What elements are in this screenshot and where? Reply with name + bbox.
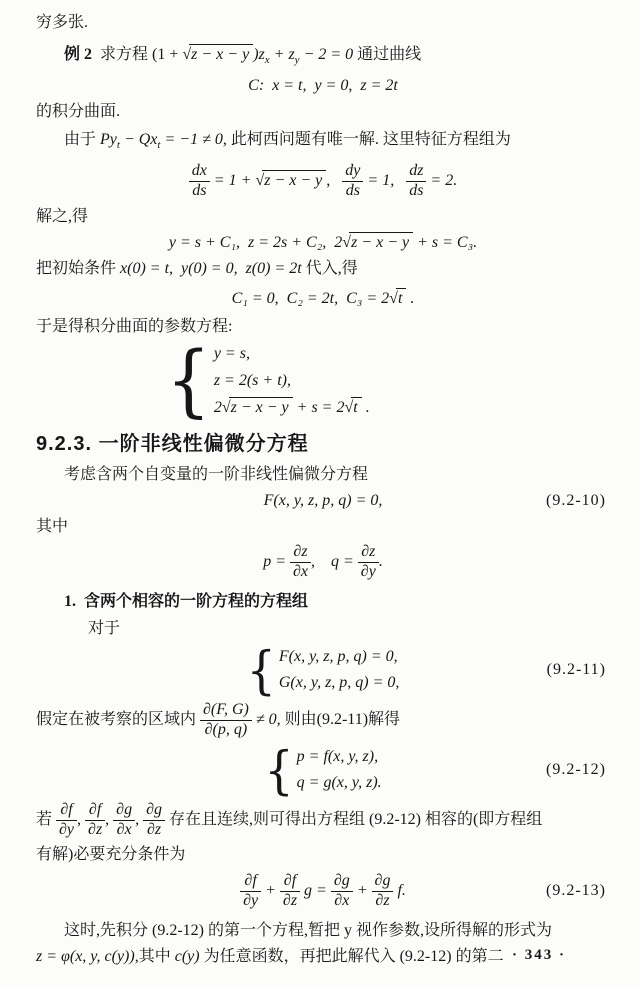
equation-9-2-13 [36, 868, 610, 914]
init-post: 代入,得 [301, 260, 358, 278]
section-title: 9.2.3. 一阶非线性偏微分方程 [36, 433, 309, 456]
sqrt-radicand: t [351, 397, 361, 416]
equation-term: . [406, 290, 415, 308]
example-post-text: 通过曲线 [353, 46, 422, 63]
solve-lead-text: 解之,得 [36, 208, 89, 226]
jacobian-assumption [36, 698, 610, 742]
equation-term: ≠ 0, [251, 711, 281, 729]
fraction-dg-dz: $\frac{\partial g}{\partial z}$ [372, 873, 394, 910]
consider-sentence [36, 462, 610, 488]
subscript-x: x [264, 54, 270, 67]
fraction-df-dz: $\frac{\partial f}{\partial z}$ [280, 873, 300, 910]
pq-definitions [36, 540, 610, 584]
equation-term: q = [331, 553, 358, 571]
comma-separator: , [135, 811, 144, 829]
surface-text: 的积分曲面. [36, 103, 121, 121]
system-group [246, 639, 400, 700]
parametric-lead-text: 于是得积分曲面的参数方程: [36, 318, 233, 336]
system-line-2: q = g(x, y, z). [296, 774, 382, 792]
comma-separator: , [77, 811, 86, 829]
system-lines [214, 340, 370, 421]
sqrt-symbol: √ [221, 399, 231, 417]
initial-conditions [36, 256, 610, 282]
system-group [166, 334, 370, 427]
sqrt-symbol: √ [389, 290, 398, 308]
page-number-text: · 343 · [511, 947, 566, 963]
curve-equation: C: x = t, y = 0, z = 2t [248, 77, 398, 95]
equation-tag: (9.2-13) [546, 882, 606, 900]
cauchy-post: 此柯西问题有唯一解. 这里特征方程组为 [226, 131, 511, 149]
equation-term: = 1, [363, 172, 407, 190]
characteristic-equations [36, 158, 610, 204]
system-line-1: y = s, [213, 345, 250, 363]
fraction-dg-dx: $\frac{\partial g}{\partial x}$ [331, 873, 353, 910]
equation-term: g = [300, 882, 331, 900]
equation-term: . [361, 399, 370, 417]
closing-text-3: 为任意函数，再把此解代入 (9.2-12) 的第二 [199, 948, 504, 966]
fraction-dx-ds: $\frac{dx}{ds}$ [189, 163, 210, 200]
equation-term: z = φ(x, y, c(y)), [36, 948, 139, 966]
if-post: 存在且连续,则可得出方程组 (9.2-12) 相容的(即方程组 [164, 811, 543, 829]
equation-term: = 1 + [209, 172, 256, 190]
for-line [36, 616, 610, 642]
equation-term: + [261, 882, 280, 900]
sqrt-radicand: z − x − y [229, 397, 293, 416]
if-pre: 若 [36, 811, 57, 829]
closing-text-1: 这时,先积分 (9.2-12) 的第一个方程,暂把 y 视作参数,设所得解的形式为 [64, 922, 552, 940]
equation-term: p = [263, 553, 290, 571]
curve-definition [36, 73, 610, 99]
system-line-3 [214, 394, 370, 421]
sqrt-expression [182, 46, 253, 63]
continuation-label: 穷多张. [36, 14, 89, 31]
sqrt-radicand: z − x − y [349, 232, 413, 251]
fraction-dy-ds: $\frac{dy}{ds}$ [342, 163, 363, 200]
cauchy-pre: 由于 [64, 131, 101, 149]
fraction-dz-ds: $\frac{dz}{ds}$ [406, 163, 426, 200]
equation-term: x(0) = t, y(0) = 0, z(0) = 2t [120, 260, 302, 278]
section-header [36, 430, 610, 458]
fraction-jacobian: $\frac{\partial(F, G)}{\partial(p, q)}$ [200, 702, 252, 739]
closing-text-2: 其中 [138, 948, 175, 966]
example-pre-text: 求方程 (1 + [100, 46, 183, 63]
equation-term: + z [269, 46, 295, 63]
sqrt-expression [342, 234, 413, 251]
system-group [264, 739, 382, 800]
condition-continuation-text: 有解)必要充分条件为 [36, 846, 186, 864]
equation-term: − Qx [119, 131, 158, 149]
example-2-heading [36, 42, 610, 73]
system-line-2: z = 2(s + t), [213, 372, 291, 390]
equation-term: , [311, 553, 331, 571]
subscript-t: t [157, 139, 161, 152]
page-number [512, 947, 566, 964]
sqrt-radicand: z − x − y [189, 44, 253, 63]
equation-term: f. [393, 882, 406, 900]
continuation-text [36, 10, 610, 36]
subscript-t: t [116, 139, 120, 152]
equation-term: F(x, y, z, p, q) = 0, [263, 492, 383, 510]
among-text: 其中 [36, 518, 69, 536]
equation-term: = −1 ≠ 0, [160, 131, 227, 149]
closing-paragraph-line-1 [36, 918, 610, 944]
equation-term: C₁ = 0, C₂ = 2t, C₃ = 2 [231, 290, 390, 308]
fraction-dz-dx: $\frac{\partial z}{\partial x}$ [290, 544, 311, 581]
equation-9-2-12 [36, 739, 610, 800]
assume-pre: 假定在被考察的区域内 [36, 711, 201, 729]
fraction-df-dy: $\frac{\partial f}{\partial y}$ [56, 802, 77, 839]
among-line [36, 514, 610, 540]
sqrt-radicand: t [396, 288, 406, 307]
sqrt-expression [222, 399, 293, 416]
equation-term: + [352, 882, 372, 900]
equation-tag: (9.2-11) [546, 661, 606, 679]
sqrt-symbol: √ [182, 46, 192, 63]
equation-term: 2 [213, 399, 222, 417]
fraction-dz-dy: $\frac{\partial z}{\partial y}$ [358, 544, 379, 581]
condition-continuation [36, 842, 610, 868]
equation-term: + s = 2 [292, 399, 345, 417]
fraction-dg-dz: $\frac{\partial g}{\partial z}$ [143, 802, 165, 839]
init-pre: 把初始条件 [36, 260, 121, 278]
for-text: 对于 [88, 620, 121, 638]
equation-term: . [378, 553, 383, 571]
equation-9-2-11 [36, 639, 610, 700]
subsection-heading [36, 588, 610, 616]
general-solution [36, 230, 610, 256]
equation-term: = 2. [426, 172, 458, 190]
sqrt-symbol: √ [344, 399, 354, 417]
cauchy-statement [36, 127, 610, 158]
parametric-system [36, 334, 610, 427]
equation-term: − 2 = 0 [299, 46, 354, 63]
continuity-sentence [36, 798, 610, 842]
equation-term: )z [253, 46, 265, 63]
sqrt-symbol: √ [255, 172, 265, 190]
equation-9-2-10 [36, 488, 610, 514]
fraction-dg-dx: $\frac{\partial g}{\partial x}$ [113, 802, 135, 839]
left-brace-symbol: { [166, 334, 211, 427]
left-brace-symbol: { [246, 639, 276, 700]
comma-separator: , [105, 811, 114, 829]
sqrt-expression [255, 172, 326, 189]
equation-tag: (9.2-12) [546, 761, 606, 779]
system-line-2: G(x, y, z, p, q) = 0, [278, 674, 400, 692]
equation-term: Py [100, 131, 117, 149]
sqrt-symbol: √ [342, 234, 352, 252]
parametric-lead [36, 314, 610, 340]
system-line-1: F(x, y, z, p, q) = 0, [278, 648, 398, 666]
subsection-title: 1. 含两个相容的一阶方程的方程组 [64, 593, 309, 611]
system-line-1: p = f(x, y, z), [296, 748, 379, 766]
equation-term: , [326, 172, 343, 190]
subscript-y: y [294, 54, 300, 67]
surface-line [36, 99, 610, 125]
fraction-df-dz: $\frac{\partial f}{\partial z}$ [85, 802, 105, 839]
equation-term: y = s + C₁, z = 2s + C₂, 2 [168, 234, 343, 252]
sqrt-radicand: z − x − y [262, 170, 326, 189]
equation-tag: (9.2-10) [546, 492, 606, 510]
sqrt-expression [344, 399, 361, 416]
equation-term: c(y) [174, 948, 200, 966]
system-lines [279, 644, 400, 696]
system-lines [297, 744, 382, 796]
consider-text: 考虑含两个自变量的一阶非线性偏微分方程 [64, 466, 369, 484]
sqrt-expression [389, 290, 406, 307]
example-label: 例 2 [64, 46, 93, 63]
equation-term: + s = C₃. [413, 234, 478, 252]
solve-lead [36, 204, 610, 230]
left-brace-symbol: { [264, 739, 294, 800]
assume-post: 则由(9.2-11)解得 [280, 711, 401, 729]
constants-solution [36, 284, 610, 314]
fraction-df-dy: $\frac{\partial f}{\partial y}$ [240, 873, 261, 910]
